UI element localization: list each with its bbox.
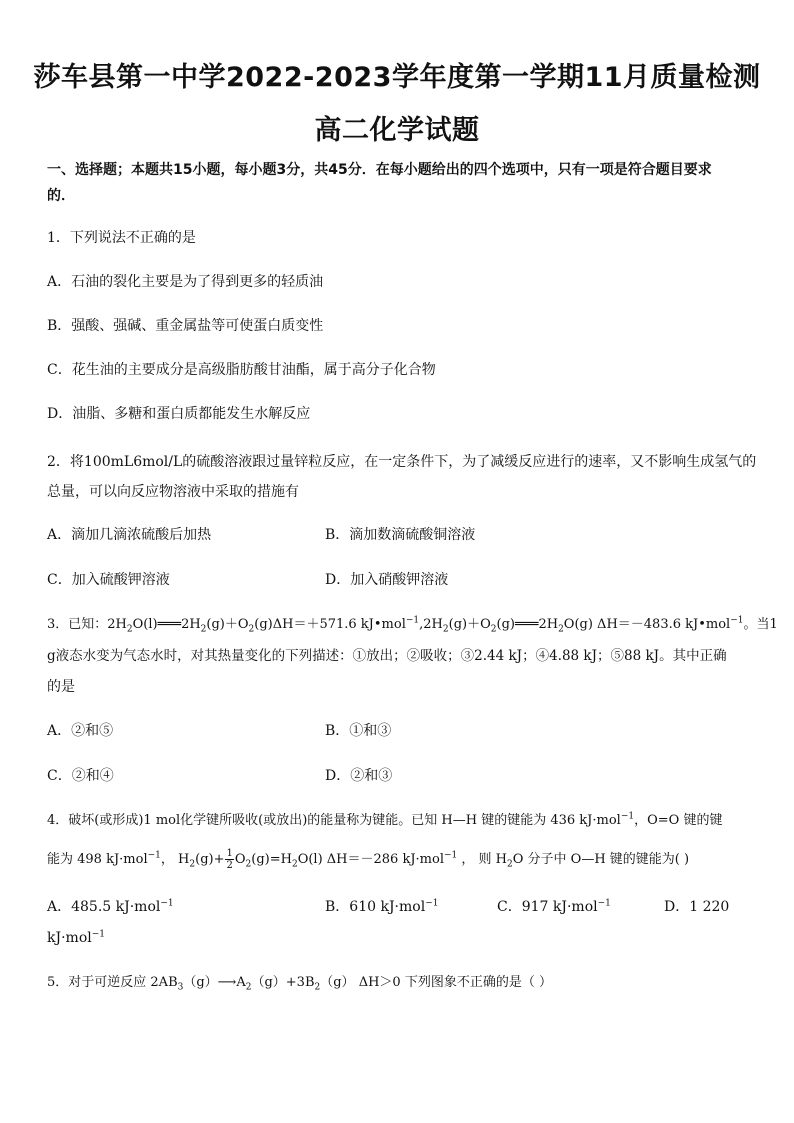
q1-option-a: A．石油的裂化主要是为了得到更多的轻质油 [47, 274, 324, 290]
q2-option-a: A．滴加几滴浓硫酸后加热 [47, 527, 212, 543]
q2-option-d: D．加入硝酸钾溶液 [325, 572, 449, 588]
q2-option-c: C．加入硫酸钾溶液 [47, 572, 170, 588]
exam-subtitle: 高二化学试题 [314, 115, 480, 146]
exam-title: 莎车县第一中学2022-2023学年度第一学期11月质量检测 [33, 62, 761, 93]
q4-option-d-continued: kJ·mol$^{-1}$ [47, 929, 106, 946]
q3-option-b: B．①和③ [325, 723, 392, 739]
q3-stem-line2: g液态水变为气态水时，对其热量变化的下列描述：①放出；②吸收；③2.44 kJ；④4.88 kJ；⑤88 kJ。其中正确 [47, 648, 727, 664]
q3-option-d: D．②和③ [325, 768, 393, 784]
q3-stem-line3: 的是 [47, 679, 75, 695]
q1-stem: 1．下列说法不正确的是 [47, 230, 196, 246]
q4-option-b: B．610 kJ·mol$^{-1}$ [325, 898, 439, 915]
q4-stem-line1: 4．破坏(或形成)1 mol化学键所吸收(或放出)的能量称为键能。已知 H—H 键的键能为 436 kJ·mol$^{-1}$，O=O 键的键 [47, 811, 723, 828]
q4-stem-line2: 能为 498 kJ·mol$^{-1}$， $H_2(g)+$ $\frac{1}{2}$ $O_2(g)=H_2O(l)$ ΔH＝－286 kJ·mol$^{-1}$ ， 则 $H_2O$ 分子中 O—H 键的键能为( ) [47, 848, 690, 871]
q2-stem-line2: 总量，可以向反应物溶液中采取的措施有 [47, 484, 299, 500]
q1-option-c: C．花生油的主要成分是高级脂肪酸甘油酯，属于高分子化合物 [47, 362, 436, 378]
q1-option-b: B．强酸、强碱、重金属盐等可使蛋白质变性 [47, 318, 324, 334]
q3-option-a: A．②和⑤ [47, 723, 114, 739]
one-half-fraction: $\frac{1}{2}$ [226, 848, 233, 871]
q2-option-b: B．滴加数滴硫酸铜溶液 [325, 527, 476, 543]
q2-stem-line1: 2．将100mL6mol/L的硫酸溶液跟过量锌粒反应，在一定条件下，为了减缓反应进行的速率，又不影响生成氢气的 [47, 454, 757, 470]
q4-option-d: D．1 220 [664, 899, 730, 915]
section-intro-line2: 的． [47, 188, 75, 204]
q5-stem: 5．对于可逆反应 $2AB_3(g)⟶A_2(g)+3B_2(g)$ ΔH＞0 下列图象不正确的是（ ） [47, 975, 552, 993]
section-intro-line1: 一、选择题；本题共15小题，每小题3分，共45分．在每小题给出的四个选项中，只有一项是符合题目要求 [47, 162, 712, 178]
q3-stem-line1: 3．已知：$2H_2O(l)═══2H_2(g)+O_2(g)\Delta H=+571.6$ $kJ•mol^{-1},2H_2(g)+O_2(g)═══2H_2O(g)$ ΔH＝－483.6 kJ•mol$^{-1}$。当1 [47, 615, 778, 635]
q4-option-a: A．485.5 kJ·mol$^{-1}$ [47, 898, 174, 915]
q4-option-c: C．917 kJ·mol$^{-1}$ [497, 898, 611, 915]
q3-option-c: C．②和④ [47, 768, 114, 784]
q1-option-d: D．油脂、多糖和蛋白质都能发生水解反应 [47, 406, 311, 422]
